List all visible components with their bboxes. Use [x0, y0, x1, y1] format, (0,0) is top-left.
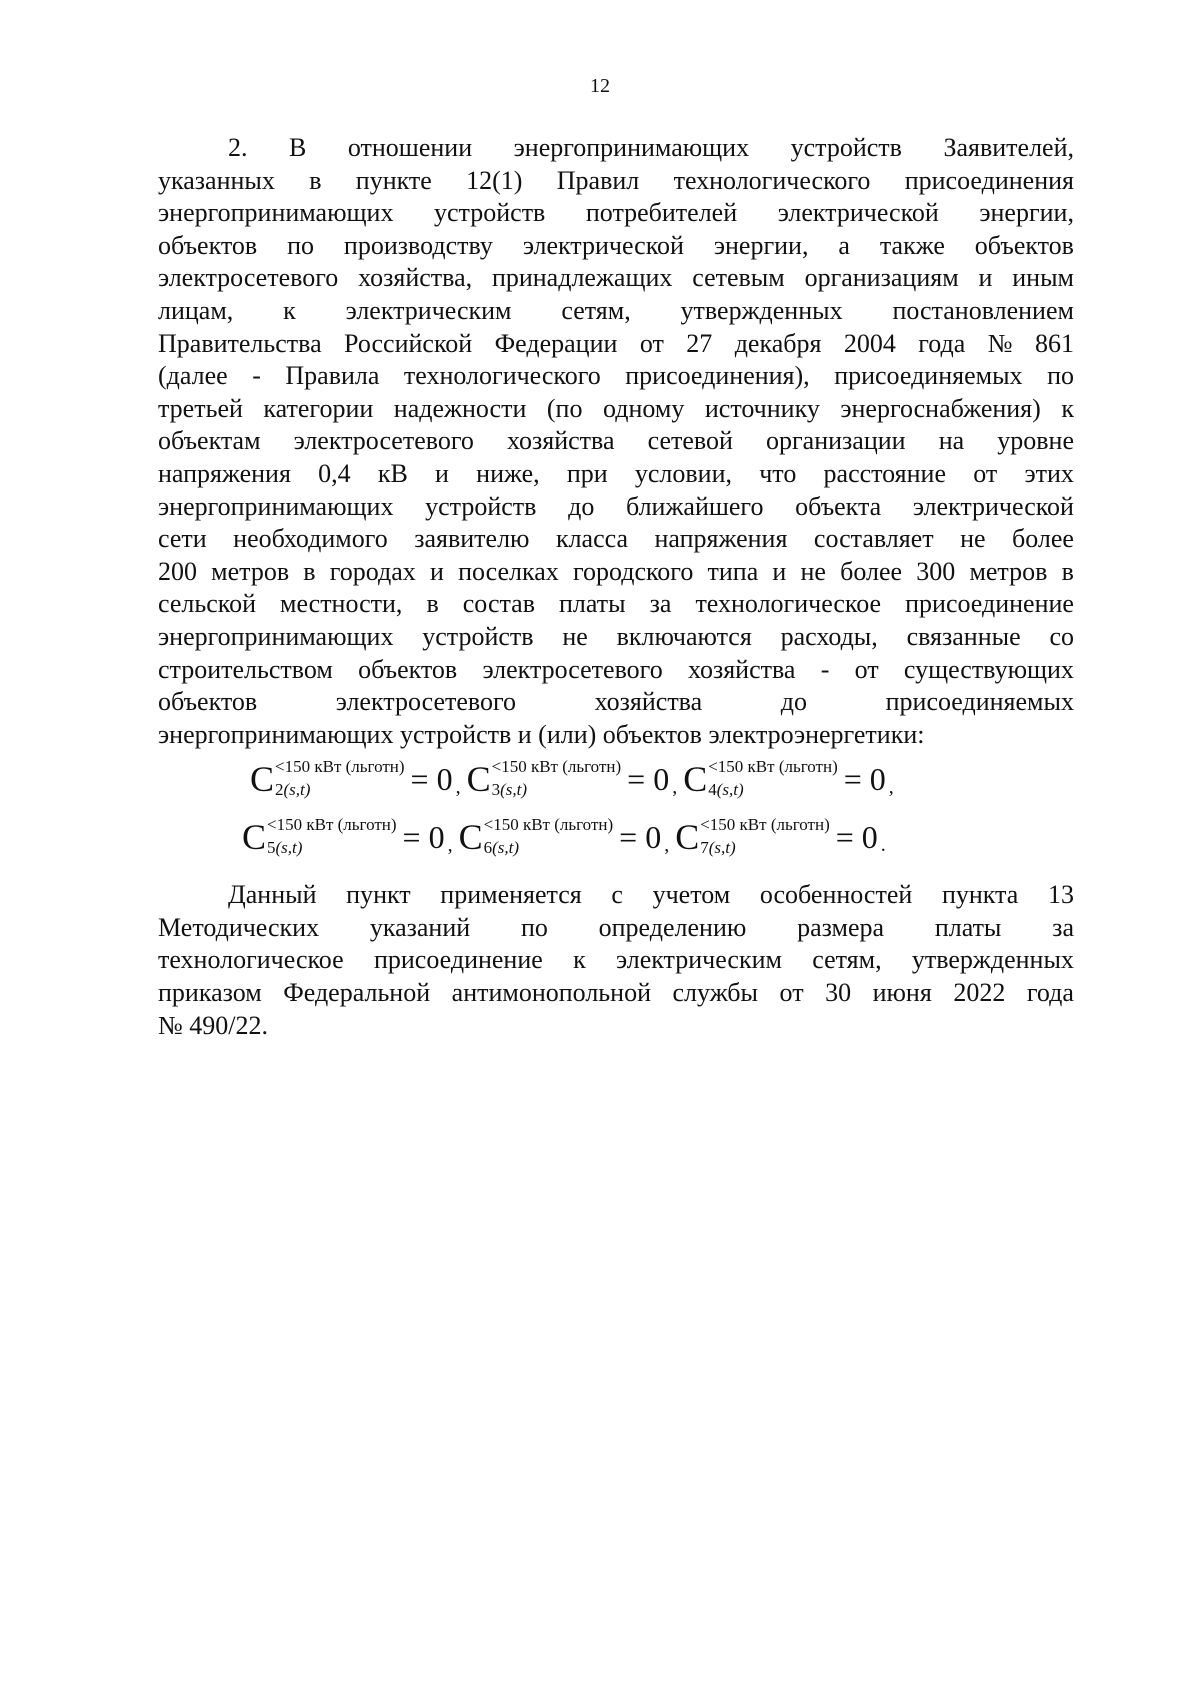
word: Федерации — [494, 328, 618, 358]
formula-term — [683, 757, 894, 817]
formula-punctuation: , — [664, 834, 670, 857]
word: электрической — [522, 230, 684, 260]
formula-superscript: <150 кВт (льготн) — [491, 757, 622, 777]
word: в — [426, 589, 439, 619]
formula-term — [459, 815, 670, 875]
formula-term — [467, 757, 678, 817]
word: лицам, — [158, 295, 234, 325]
formula-subscript-index: 2 — [275, 780, 284, 800]
word: 0,4 — [318, 458, 351, 488]
word: объектов — [974, 230, 1074, 260]
word: организации — [766, 426, 906, 456]
word: - — [252, 361, 261, 391]
word: существующих — [903, 654, 1074, 684]
formula-symbol: С — [458, 817, 483, 858]
word: не — [562, 621, 588, 651]
word: ниже, — [476, 458, 540, 488]
word: Правила — [285, 361, 380, 391]
word: ближайшего — [625, 491, 764, 521]
formula-subscript — [708, 780, 838, 799]
word: составляет — [813, 524, 934, 554]
formula-equals-zero: = 0 — [402, 819, 445, 856]
word: Российской — [344, 328, 473, 358]
paragraph-1-line — [158, 328, 1074, 361]
paragraph-1-line — [158, 491, 1074, 524]
word: иным — [1012, 263, 1074, 293]
paragraph-1-line — [158, 621, 1074, 654]
formula-equals-zero: = 0 — [843, 761, 886, 798]
word: объектов — [158, 230, 258, 260]
word: этих — [1024, 458, 1074, 488]
word: состав — [462, 589, 535, 619]
formula-subscript-index: 3 — [491, 780, 501, 800]
formula-term — [242, 815, 453, 875]
word: источнику — [704, 393, 820, 423]
word: энергии, — [713, 230, 809, 260]
formula-row-2 — [158, 815, 1074, 871]
word: напряжения — [654, 524, 788, 554]
word: электросетевого — [335, 687, 517, 717]
word: потребителей — [585, 198, 738, 228]
formula-subscript-args: (s,t) — [716, 780, 744, 800]
word: указанных — [158, 165, 275, 195]
word: от — [779, 978, 804, 1008]
word: Заявителей, — [943, 133, 1074, 162]
word: класса — [555, 524, 629, 554]
formula-subscript — [700, 838, 830, 857]
word: заявителю — [414, 524, 530, 554]
formula-symbol: С — [242, 817, 267, 858]
word: технологическое — [158, 945, 344, 975]
word: Правил — [556, 165, 640, 195]
word: пункта — [941, 880, 1019, 910]
word: присоединяемых — [834, 361, 1023, 391]
word: 200 — [158, 556, 197, 586]
formula-subscript — [275, 780, 405, 799]
word: энергопринимающих — [513, 133, 750, 162]
word: организациям — [804, 263, 959, 293]
paragraph-2 — [158, 879, 1074, 1042]
word: присоединяемых — [885, 687, 1074, 717]
word: объектам — [158, 426, 261, 456]
word: принадлежащих — [491, 263, 673, 293]
word: устройств — [434, 198, 546, 228]
word: устройств — [422, 621, 534, 651]
formula-punctuation: , — [672, 776, 678, 799]
formula-punctuation: . — [880, 834, 886, 857]
paragraph-1-line — [158, 230, 1074, 263]
paragraph-1-line — [158, 556, 1074, 589]
word: с — [611, 880, 623, 910]
word: более — [1012, 524, 1074, 554]
paragraph-2-last-line: № 490/22. — [158, 1010, 269, 1040]
word: не — [960, 524, 986, 554]
document-body — [158, 132, 1074, 1042]
paragraph-2-line — [158, 912, 1074, 945]
word: технологическое — [695, 589, 882, 619]
word: электрической — [777, 198, 939, 228]
word: 13 — [1047, 880, 1074, 910]
paragraph-2-line — [158, 977, 1074, 1010]
word: отношении — [347, 133, 473, 162]
word: устройств — [790, 133, 902, 162]
word: к — [283, 295, 296, 325]
word: в — [309, 165, 322, 195]
formula-scripts — [492, 757, 622, 799]
paragraph-1-line — [158, 654, 1074, 687]
word: В — [289, 133, 307, 162]
word: сетям, — [561, 295, 631, 325]
formula-superscript: <150 кВт (льготн) — [267, 815, 397, 835]
word: напряжения — [158, 458, 291, 488]
word: сельской — [158, 589, 256, 619]
formula-punctuation: , — [888, 776, 894, 799]
word: службы — [672, 978, 759, 1008]
word: что — [759, 458, 797, 488]
formula-superscript: <150 кВт (льготн) — [708, 757, 838, 777]
word: присоединение — [905, 589, 1074, 619]
word: одному — [602, 393, 685, 423]
word: к — [1061, 393, 1074, 423]
word: учетом — [652, 880, 731, 910]
word: при — [566, 458, 608, 488]
word: необходимого — [233, 524, 388, 554]
word: строительством — [158, 654, 333, 684]
word: электросетевого — [293, 426, 474, 456]
word: от — [639, 328, 664, 358]
word: 27 — [686, 328, 713, 358]
formula-subscript-args: (s,t) — [492, 838, 520, 858]
word: 861 — [1034, 328, 1074, 358]
formula-scripts — [484, 815, 614, 857]
word: не — [800, 556, 826, 586]
word: приказом — [158, 978, 262, 1008]
word: производству — [343, 230, 493, 260]
paragraph-1-line — [158, 588, 1074, 621]
word: утвержденных — [911, 945, 1074, 975]
word: устройств — [425, 491, 537, 521]
word: утвержденных — [680, 295, 843, 325]
word: Правительства — [158, 328, 322, 358]
word: местности, — [280, 589, 403, 619]
formula-scripts — [275, 757, 405, 799]
word: объектов — [358, 654, 458, 684]
formula-subscript-args: (s,t) — [708, 838, 736, 858]
word: (далее — [158, 361, 228, 391]
formula-equals-zero: = 0 — [627, 761, 670, 798]
paragraph-1-line — [158, 523, 1074, 556]
formula-scripts — [700, 815, 830, 857]
formula-subscript-index: 7 — [700, 838, 709, 858]
word: кВ — [377, 458, 408, 488]
word: и — [978, 263, 993, 293]
word: Данный — [228, 880, 317, 910]
word: июня — [872, 978, 932, 1008]
formula-subscript-args: (s,t) — [275, 838, 303, 858]
paragraph-1-line — [158, 425, 1074, 458]
word: городского — [572, 556, 694, 586]
formula-subscript — [492, 780, 622, 799]
formula-equals-zero: = 0 — [619, 819, 662, 856]
word: за — [1052, 912, 1074, 942]
paragraph-2-line — [158, 879, 1074, 912]
formula-scripts — [267, 815, 397, 857]
word: категории — [263, 393, 374, 423]
word: 2. — [228, 133, 248, 162]
word: в — [1061, 556, 1074, 586]
word: года — [1026, 978, 1074, 1008]
formula-subscript-args: (s,t) — [283, 780, 311, 800]
word: технологического — [673, 165, 871, 195]
word: включаются — [616, 621, 752, 651]
word: расстояние — [823, 458, 947, 488]
paragraph-1 — [158, 132, 1074, 751]
word: энергоснабжения) — [840, 393, 1041, 423]
word: и — [435, 458, 449, 488]
word: по — [520, 912, 548, 942]
word: объектов — [158, 687, 258, 717]
word: сетевым — [692, 263, 785, 293]
word: до — [780, 687, 807, 717]
word: в — [303, 556, 316, 586]
formula-superscript: <150 кВт (льготн) — [483, 815, 614, 835]
formula-subscript-index: 5 — [267, 838, 276, 858]
word: типа — [707, 556, 759, 586]
word: присоединения — [904, 165, 1074, 195]
paragraph-1-line — [158, 262, 1074, 295]
word: поселках — [458, 556, 559, 586]
formula-subscript-args: (s,t) — [500, 780, 528, 800]
word: и — [429, 556, 444, 586]
word: энергии, — [979, 198, 1074, 228]
paragraph-1-line — [158, 197, 1074, 230]
word: на — [938, 426, 965, 456]
formula-superscript: <150 кВт (льготн) — [700, 815, 830, 835]
word: электрическим — [616, 945, 782, 975]
word: и — [772, 556, 787, 586]
word: определению — [598, 912, 747, 942]
word: от — [854, 654, 879, 684]
word: технологического — [403, 361, 601, 391]
paragraph-1-line — [158, 458, 1074, 491]
word: пункт — [346, 880, 411, 910]
word: метров — [969, 556, 1048, 586]
word: также — [879, 230, 945, 260]
word: платы — [559, 589, 626, 619]
word: уровне — [997, 426, 1074, 456]
word: от — [973, 458, 998, 488]
word: применяется — [440, 880, 582, 910]
word: 300 — [916, 556, 956, 586]
word: декабря — [734, 328, 822, 358]
word: сетевой — [647, 426, 733, 456]
paragraph-1-line — [158, 295, 1074, 328]
word: объекта — [795, 491, 882, 521]
word: условии, — [634, 458, 733, 488]
word: хозяйства — [506, 426, 615, 456]
word: 2022 — [953, 978, 1006, 1008]
word: хозяйства — [687, 654, 796, 684]
formula-subscript-index: 6 — [483, 838, 493, 858]
word: присоединения), — [625, 361, 810, 391]
formula-equals-zero: = 0 — [410, 761, 453, 798]
formula-symbol: С — [683, 759, 708, 800]
word: связанные — [906, 621, 1021, 651]
paragraph-1-line — [158, 360, 1074, 393]
word: хозяйства — [594, 687, 703, 717]
formula-symbol: С — [675, 817, 700, 858]
word: года — [918, 328, 966, 358]
word: надежности — [393, 393, 527, 423]
word: (по — [546, 393, 583, 423]
word: сетям, — [812, 945, 882, 975]
paragraph-1-line — [158, 686, 1074, 719]
word: антимонопольной — [451, 978, 651, 1008]
word: более — [840, 556, 903, 586]
word: за — [649, 589, 672, 619]
word: до — [568, 491, 595, 521]
formula-term — [250, 757, 461, 817]
word: электросетевого — [482, 654, 663, 684]
paragraph-1-last-line: энергопринимающих устройств и (или) объектов электроэнергетики: — [158, 719, 925, 749]
word: со — [1049, 621, 1074, 651]
formula-scripts — [708, 757, 838, 799]
word: № — [987, 328, 1013, 358]
formula-symbol: С — [466, 759, 491, 800]
word: энергопринимающих — [158, 198, 394, 228]
paragraph-1-line — [158, 132, 1074, 165]
word: электросетевого — [158, 263, 339, 293]
word: 2004 — [843, 328, 896, 358]
page-number: 12 — [590, 75, 610, 97]
paragraph-1-line — [158, 393, 1074, 426]
word: по — [1047, 361, 1074, 391]
word: электрической — [912, 491, 1074, 521]
formula-superscript: <150 кВт (льготн) — [275, 757, 405, 777]
word: 12(1) — [466, 165, 523, 195]
word: размера — [797, 912, 885, 942]
formula-subscript — [267, 838, 397, 857]
word: сети — [158, 524, 207, 554]
formula-punctuation: , — [447, 834, 453, 857]
formula-equals-zero: = 0 — [835, 819, 878, 856]
word: городах — [329, 556, 416, 586]
word: энергопринимающих — [158, 621, 394, 651]
formula-symbol: С — [250, 759, 275, 800]
word: энергопринимающих — [158, 491, 394, 521]
word: присоединение — [373, 945, 543, 975]
word: Методических — [158, 912, 320, 942]
word: хозяйства, — [358, 263, 473, 293]
paragraph-2-line — [158, 944, 1074, 977]
word: метров — [211, 556, 290, 586]
word: расходы, — [780, 621, 878, 651]
word: третьей — [158, 393, 243, 423]
formula-term — [675, 815, 886, 875]
formula-subscript — [484, 838, 614, 857]
paragraph-1-line — [158, 165, 1074, 198]
word: пункте — [355, 165, 432, 195]
formula-subscript-index: 4 — [708, 780, 717, 800]
word: 30 — [825, 978, 852, 1008]
word: постановлением — [892, 295, 1074, 325]
word: - — [820, 654, 830, 684]
word: платы — [934, 912, 1002, 942]
word: к — [573, 945, 586, 975]
word: Федеральной — [283, 978, 431, 1008]
word: указаний — [369, 912, 471, 942]
word: особенностей — [759, 880, 913, 910]
word: электрическим — [345, 295, 512, 325]
formula-row-1 — [158, 757, 1074, 813]
word: а — [838, 230, 850, 260]
formula-punctuation: , — [455, 776, 461, 799]
word: по — [287, 230, 314, 260]
